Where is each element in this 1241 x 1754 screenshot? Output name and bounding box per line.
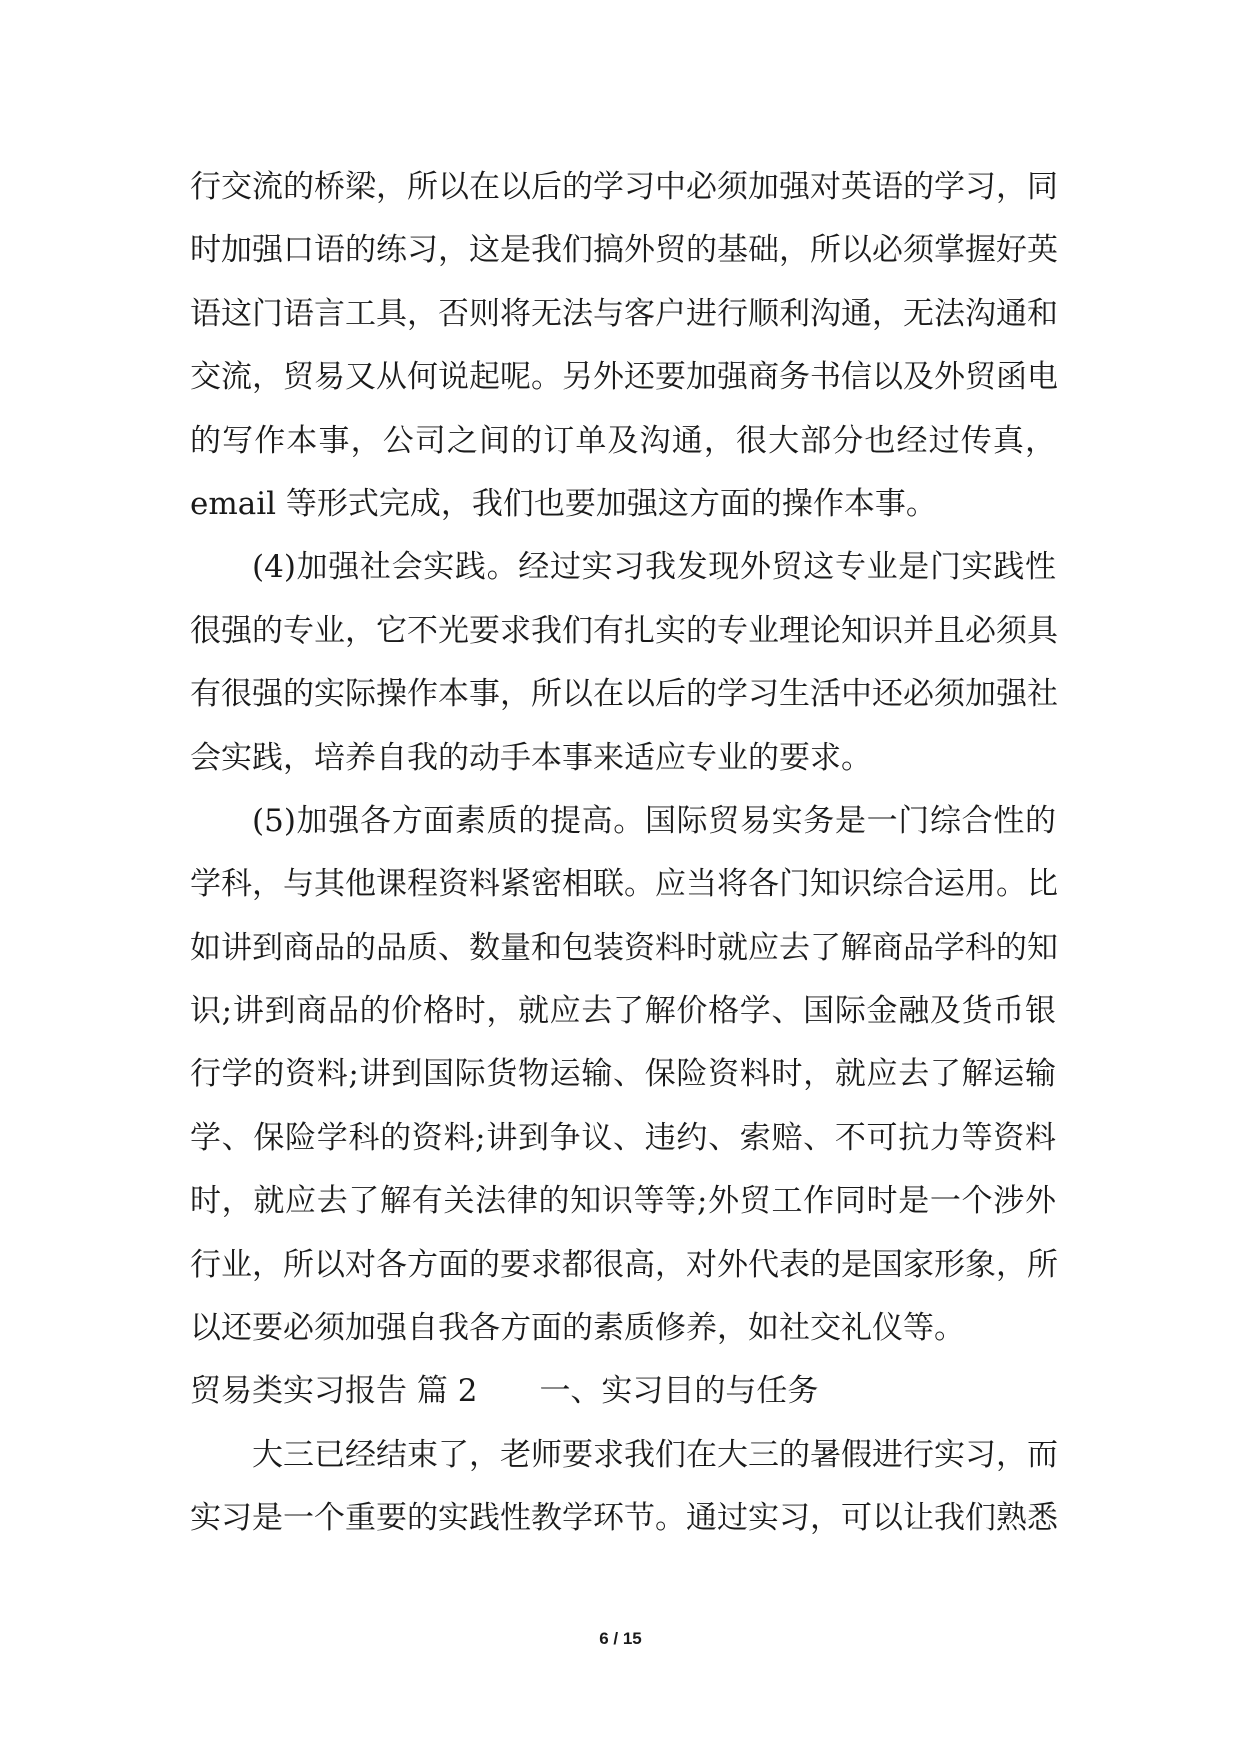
text-line: 语这门语言工具，否则将无法与客户进行顺利沟通，无法沟通和 [190,295,1058,332]
text-line: 时，就应去了解有关法律的知识等等;外贸工作同时是一个涉外 [190,1183,1056,1220]
text-line: 的写作本事，公司之间的订单及沟通，很大部分也经过传真， [190,422,1056,459]
text-line: 以还要必须加强自我各方面的素质修养，如社交礼仪等。 [190,1310,965,1347]
section-heading [190,1360,1056,1423]
page-number: 6 / 15 [599,1629,642,1648]
text-line: (5)加强各方面素质的提高。国际贸易实务是一门综合性的 [252,802,1056,839]
text-line: 很强的专业，它不光要求我们有扎实的专业理论知识并且必须具 [190,612,1058,649]
report-title: 贸易类实习报告 篇 2 [190,1373,478,1410]
text-line: (4)加强社会实践。经过实习我发现外贸这专业是门实践性 [252,549,1056,586]
text-line: 学、保险学科的资料;讲到争议、违约、索赔、不可抗力等资料 [190,1119,1056,1156]
text-line: 时加强口语的练习，这是我们搞外贸的基础，所以必须掌握好英 [190,232,1058,269]
text-line: 会实践，培养自我的动手本事来适应专业的要求。 [190,739,872,776]
body-text [190,156,1056,1551]
text-line: 识;讲到商品的价格时，就应去了解价格学、国际金融及货币银 [190,993,1056,1030]
text-line: email 等形式完成，我们也要加强这方面的操作本事。 [190,485,937,522]
text-line: 有很强的实际操作本事，所以在以后的学习生活中还必须加强社 [190,676,1058,713]
section-title: 一、实习目的与任务 [539,1373,819,1410]
text-line: 行业，所以对各方面的要求都很高，对外代表的是国家形象，所 [190,1246,1058,1283]
text-line: 学科，与其他课程资料紧密相联。应当将各门知识综合运用。比 [190,866,1058,903]
text-line: 实习是一个重要的实践性教学环节。通过实习，可以让我们熟悉 [190,1500,1058,1537]
text-line: 大三已经结束了，老师要求我们在大三的暑假进行实习，而 [252,1436,1058,1473]
text-line: 如讲到商品的品质、数量和包装资料时就应去了解商品学科的知 [190,929,1058,966]
text-line: 行学的资料;讲到国际货物运输、保险资料时，就应去了解运输 [190,1056,1056,1093]
text-line: 交流，贸易又从何说起呢。另外还要加强商务书信以及外贸函电 [190,359,1058,396]
text-line: 行交流的桥梁，所以在以后的学习中必须加强对英语的学习，同 [190,169,1058,205]
